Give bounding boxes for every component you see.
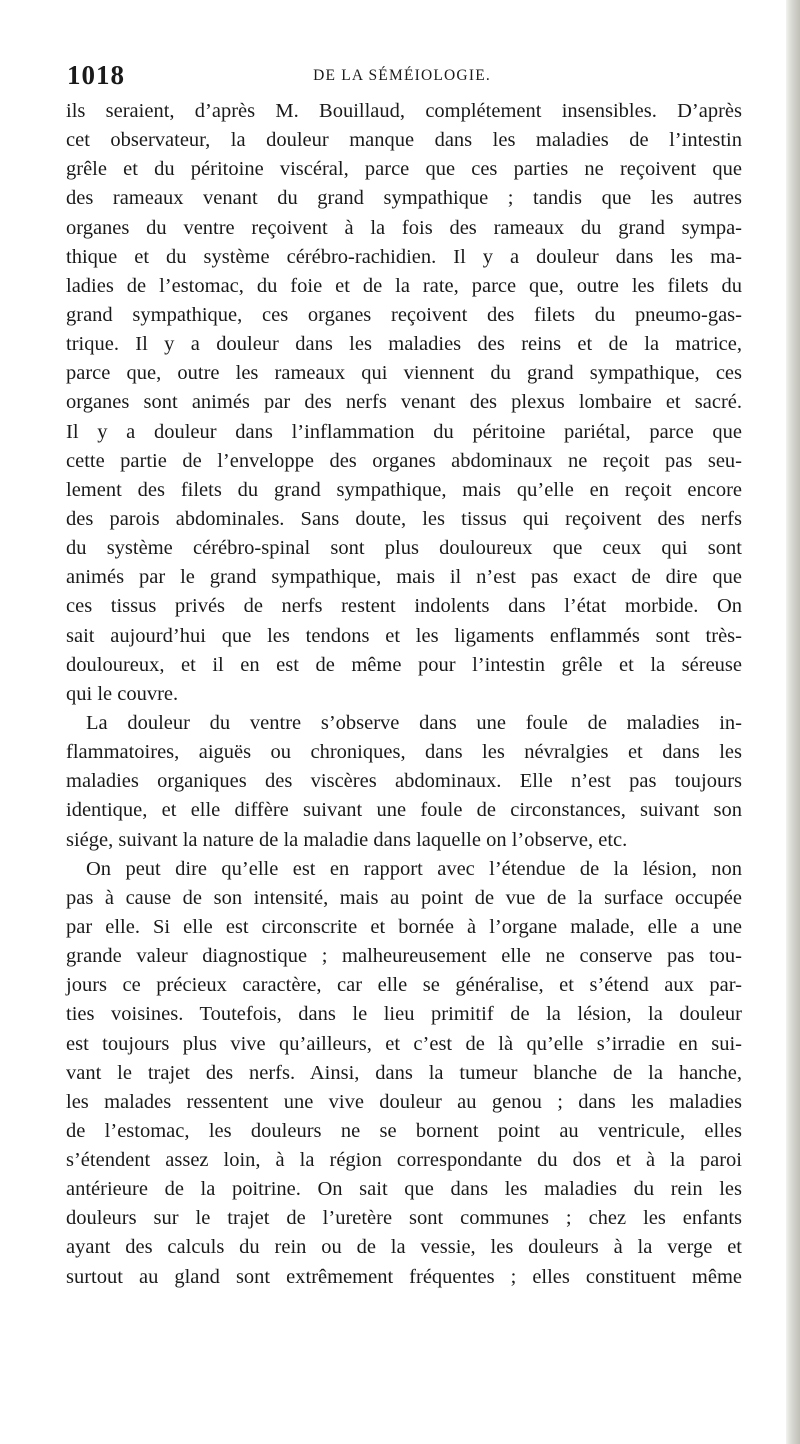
text-line: ladies de l’estomac, du foie et de la rate, parce que, outre les filets du bbox=[66, 274, 742, 297]
text-line: est toujours plus vive qu’ailleurs, et c’est de là qu’elle s’irradie en sui- bbox=[66, 1032, 742, 1055]
text-line: grand sympathique, ces organes reçoivent des filets du pneumo-gas- bbox=[66, 303, 742, 326]
text-line: trique. Il y a douleur dans les maladies des reins et de la matrice, bbox=[66, 333, 742, 356]
text-line: parce que, outre les rameaux qui viennent du grand sympathique, ces bbox=[66, 362, 742, 385]
text-line: thique et du système cérébro-rachidien. Il y a douleur dans les ma- bbox=[66, 245, 742, 268]
text-line: ces tissus privés de nerfs restent indolents dans l’état morbide. On bbox=[66, 595, 742, 618]
text-line: grêle et du péritoine viscéral, parce que ces parties ne reçoivent que bbox=[66, 158, 742, 181]
text-line: de l’estomac, les douleurs ne se bornent point au ventricule, elles bbox=[66, 1119, 742, 1142]
running-title: DE LA SÉMÉIOLOGIE. bbox=[313, 67, 491, 84]
text-line: s’étendent assez loin, à la région correspondante du dos et à la paroi bbox=[66, 1149, 742, 1172]
text-line: des parois abdominales. Sans doute, les tissus qui reçoivent des nerfs bbox=[66, 507, 742, 530]
page-header bbox=[67, 60, 737, 94]
text-line: La douleur du ventre s’observe dans une foule de maladies in- bbox=[86, 711, 742, 734]
text-line: organes du ventre reçoivent à la fois des rameaux du grand sympa- bbox=[66, 216, 742, 239]
text-line: Il y a douleur dans l’inflammation du péritoine pariétal, parce que bbox=[66, 420, 742, 443]
page-number: 1018 bbox=[67, 60, 125, 90]
text-line: du système cérébro-spinal sont plus douloureux que ceux qui sont bbox=[66, 537, 742, 560]
body-text bbox=[66, 97, 742, 1292]
text-line: qui le couvre. bbox=[66, 682, 179, 705]
text-line: maladies organiques des viscères abdominaux. Elle n’est pas toujours bbox=[66, 770, 742, 793]
text-line: des rameaux venant du grand sympathique ; tandis que les autres bbox=[66, 187, 742, 210]
text-line: grande valeur diagnostique ; malheureusement elle ne conserve pas tou- bbox=[66, 945, 742, 968]
text-line: antérieure de la poitrine. On sait que dans les maladies du rein les bbox=[66, 1178, 742, 1201]
text-line: flammatoires, aiguës ou chroniques, dans les névralgies et dans les bbox=[66, 741, 742, 764]
text-line: vant le trajet des nerfs. Ainsi, dans la tumeur blanche de la hanche, bbox=[66, 1061, 742, 1084]
text-line: lement des filets du grand sympathique, mais qu’elle en reçoit encore bbox=[66, 478, 742, 501]
text-line: douloureux, et il en est de même pour l’intestin grêle et la séreuse bbox=[66, 653, 742, 676]
text-line: les malades ressentent une vive douleur au genou ; dans les maladies bbox=[66, 1090, 742, 1113]
text-line: pas à cause de son intensité, mais au point de vue de la surface occupée bbox=[66, 886, 742, 909]
text-line: organes sont animés par des nerfs venant des plexus lombaire et sacré. bbox=[66, 391, 742, 414]
text-line: sait aujourd’hui que les tendons et les ligaments enflammés sont très- bbox=[66, 624, 742, 647]
text-line: douleurs sur le trajet de l’uretère sont communes ; chez les enfants bbox=[66, 1207, 742, 1230]
page-edge-shadow bbox=[786, 0, 800, 1444]
text-line: par elle. Si elle est circonscrite et bornée à l’organe malade, elle a une bbox=[66, 915, 742, 938]
text-line: cet observateur, la douleur manque dans les maladies de l’intestin bbox=[66, 129, 742, 152]
text-line: siége, suivant la nature de la maladie dans laquelle on l’observe, etc. bbox=[66, 828, 628, 851]
text-line: ties voisines. Toutefois, dans le lieu primitif de la lésion, la douleur bbox=[66, 1003, 742, 1026]
text-line: animés par le grand sympathique, mais il n’est pas exact de dire que bbox=[66, 566, 742, 589]
text-line: surtout au gland sont extrêmement fréquentes ; elles constituent même bbox=[66, 1265, 742, 1288]
text-line: ils seraient, d’après M. Bouillaud, complétement insensibles. D’après bbox=[66, 100, 742, 122]
text-line: On peut dire qu’elle est en rapport avec l’étendue de la lésion, non bbox=[86, 857, 742, 880]
text-line: jours ce précieux caractère, car elle se généralise, et s’étend aux par- bbox=[66, 974, 742, 997]
text-line: identique, et elle diffère suivant une foule de circonstances, suivant son bbox=[66, 799, 742, 822]
text-line: ayant des calculs du rein ou de la vessie, les douleurs à la verge et bbox=[66, 1236, 742, 1259]
text-line: cette partie de l’enveloppe des organes abdominaux ne reçoit pas seu- bbox=[66, 449, 742, 472]
